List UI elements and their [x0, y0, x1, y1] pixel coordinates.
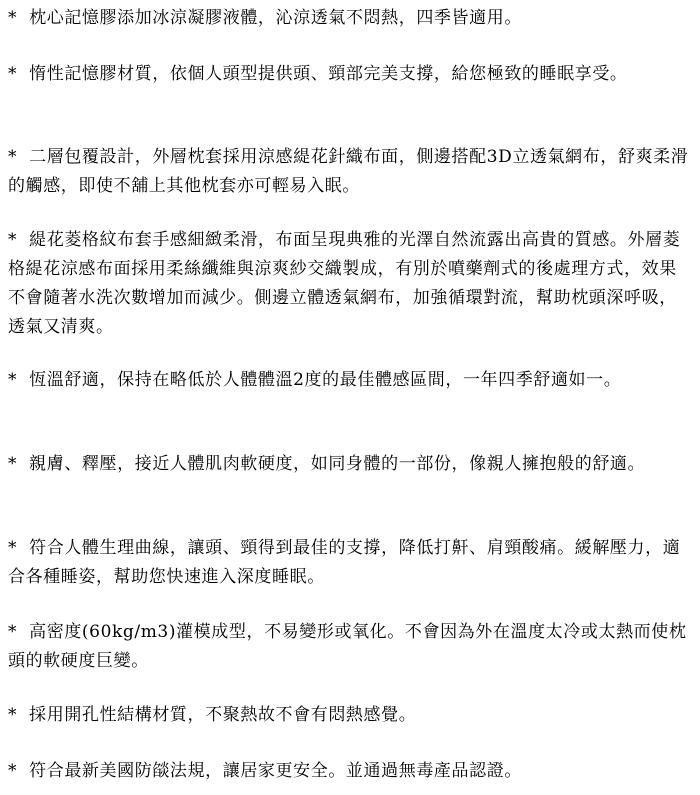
- bullet-marker: *: [8, 538, 18, 558]
- feature-text: 緹花菱格紋布套手感細緻柔滑，布面呈現典雅的光澤自然流露出高貴的質感。外層菱格緹花涼感布面採用柔絲纖維與涼爽紗交織製成，有別於噴藥劑式的後處理方式，效果不會隨著水洗次數增加而減少。側邊立體透氣網布，加強循環對流，幫助枕頭深呼吸，透氣又清爽。: [8, 230, 681, 337]
- feature-text: 採用開孔性結構材質，不聚熱故不會有悶熱感覺。: [29, 705, 417, 725]
- bullet-marker: *: [8, 622, 18, 642]
- bullet-marker: *: [8, 705, 18, 725]
- feature-item: [8, 366, 621, 395]
- feature-item: [8, 618, 694, 676]
- bullet-marker: *: [8, 147, 18, 167]
- feature-text: 符合人體生理曲線，讓頭、頸得到最佳的支撐，降低打鼾、肩頸酸痛。緩解壓力，適合各種睡姿，幫助您快速進入深度睡眠。: [8, 538, 681, 587]
- bullet-marker: *: [8, 761, 18, 781]
- feature-item: [8, 757, 522, 786]
- feature-item: [8, 534, 694, 592]
- feature-text: 惰性記憶膠材質，依個人頭型提供頭、頸部完美支撐，給您極致的睡眠享受。: [29, 64, 628, 84]
- feature-text: 二層包覆設計，外層枕套採用涼感緹花針織布面，側邊搭配3D立透氣網布，舒爽柔滑的觸感，即使不舖上其他枕套亦可輕易入眠。: [8, 147, 689, 196]
- feature-item: [8, 450, 645, 479]
- feature-item: [8, 226, 694, 342]
- bullet-marker: *: [8, 454, 18, 474]
- bullet-marker: *: [8, 370, 18, 390]
- bullet-marker: *: [8, 64, 18, 84]
- feature-text: 親膚、釋壓，接近人體肌肉軟硬度，如同身體的一部份，像親人擁抱般的舒適。: [29, 454, 646, 474]
- feature-text: 符合最新美國防燄法規，讓居家更安全。並通過無毒產品認證。: [29, 761, 522, 781]
- feature-item: [8, 4, 522, 33]
- bullet-marker: *: [8, 230, 18, 250]
- bullet-marker: *: [8, 8, 18, 28]
- feature-text: 恆溫舒適，保持在略低於人體體溫2度的最佳體感區間，一年四季舒適如一。: [29, 370, 622, 390]
- feature-text: 枕心記憶膠添加冰涼凝膠液體，沁涼透氣不悶熱，四季皆適用。: [29, 8, 522, 28]
- feature-text: 高密度(60kg/m3)灌模成型，不易變形或氧化。不會因為外在溫度太冷或太熱而使枕頭的軟硬度巨變。: [8, 622, 687, 671]
- feature-item: [8, 701, 416, 730]
- feature-item: [8, 60, 628, 89]
- feature-item: [8, 143, 694, 201]
